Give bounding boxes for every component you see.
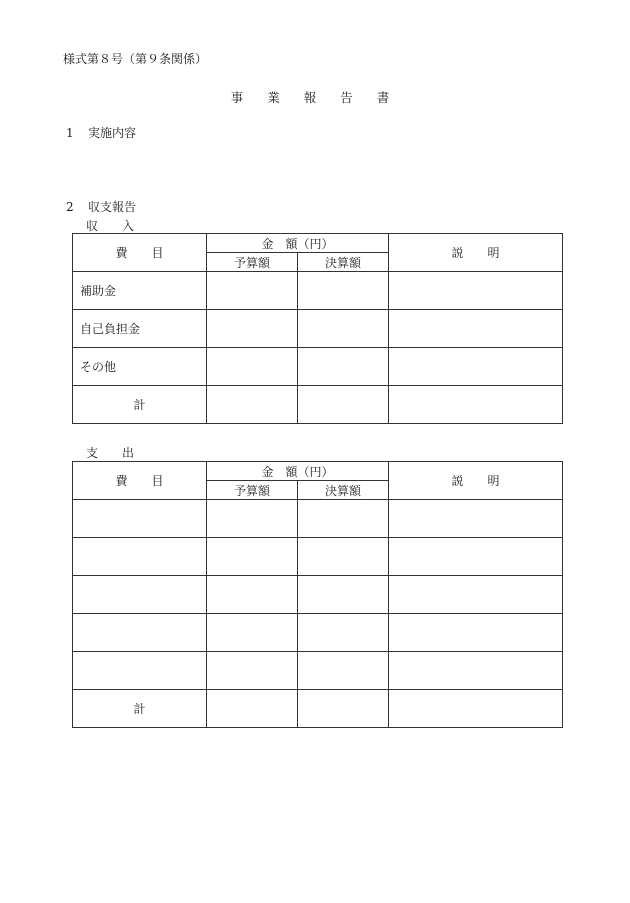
form-number: 様式第８号（第９条関係）	[63, 52, 208, 66]
section-income-expense-report	[66, 198, 136, 215]
table-row	[73, 348, 563, 386]
section-label: 実施内容	[88, 126, 137, 140]
description-cell[interactable]	[389, 614, 563, 652]
expense-table	[72, 461, 563, 728]
table-row	[73, 614, 563, 652]
settlement-cell[interactable]	[298, 310, 389, 348]
table-row	[73, 272, 563, 310]
description-cell[interactable]	[389, 386, 563, 424]
settlement-cell[interactable]	[298, 386, 389, 424]
total-row	[73, 386, 563, 424]
header-description: 説 明	[389, 234, 563, 272]
item-cell[interactable]	[73, 652, 207, 690]
row-item: その他	[73, 348, 207, 386]
settlement-cell[interactable]	[298, 690, 389, 728]
description-cell[interactable]	[389, 348, 563, 386]
description-cell[interactable]	[389, 652, 563, 690]
description-cell[interactable]	[389, 538, 563, 576]
description-cell[interactable]	[389, 690, 563, 728]
settlement-cell[interactable]	[298, 652, 389, 690]
item-cell[interactable]	[73, 538, 207, 576]
budget-cell[interactable]	[207, 576, 298, 614]
description-cell[interactable]	[389, 500, 563, 538]
header-amount: 金 額（円）	[207, 234, 389, 253]
settlement-cell[interactable]	[298, 538, 389, 576]
section-number: 1	[66, 126, 74, 140]
budget-cell[interactable]	[207, 272, 298, 310]
document-title: 事 業 報 告 書	[230, 90, 400, 105]
budget-cell[interactable]	[207, 614, 298, 652]
budget-cell[interactable]	[207, 348, 298, 386]
table-row	[73, 500, 563, 538]
header-amount: 金 額（円）	[207, 462, 389, 481]
table-row	[73, 576, 563, 614]
income-label: 収 入	[86, 219, 141, 233]
section-label: 収支報告	[88, 200, 137, 214]
budget-cell[interactable]	[207, 500, 298, 538]
budget-cell[interactable]	[207, 310, 298, 348]
total-label: 計	[73, 386, 207, 424]
table-row	[73, 652, 563, 690]
budget-cell[interactable]	[207, 690, 298, 728]
income-table	[72, 233, 563, 424]
settlement-cell[interactable]	[298, 576, 389, 614]
expense-label: 支 出	[86, 446, 141, 460]
settlement-cell[interactable]	[298, 348, 389, 386]
item-cell[interactable]	[73, 614, 207, 652]
description-cell[interactable]	[389, 310, 563, 348]
header-description: 説 明	[389, 462, 563, 500]
header-item: 費 目	[73, 234, 207, 272]
table-row	[73, 538, 563, 576]
header-settlement: 決算額	[298, 253, 389, 272]
section-implementation	[66, 124, 136, 141]
table-row	[73, 310, 563, 348]
header-budget: 予算額	[207, 253, 298, 272]
settlement-cell[interactable]	[298, 272, 389, 310]
settlement-cell[interactable]	[298, 614, 389, 652]
header-item: 費 目	[73, 462, 207, 500]
description-cell[interactable]	[389, 576, 563, 614]
row-item: 自己負担金	[73, 310, 207, 348]
settlement-cell[interactable]	[298, 500, 389, 538]
row-item: 補助金	[73, 272, 207, 310]
total-row	[73, 690, 563, 728]
item-cell[interactable]	[73, 576, 207, 614]
section-number: 2	[66, 200, 74, 214]
header-budget: 予算額	[207, 481, 298, 500]
header-settlement: 決算額	[298, 481, 389, 500]
budget-cell[interactable]	[207, 652, 298, 690]
item-cell[interactable]	[73, 500, 207, 538]
total-label: 計	[73, 690, 207, 728]
budget-cell[interactable]	[207, 538, 298, 576]
budget-cell[interactable]	[207, 386, 298, 424]
description-cell[interactable]	[389, 272, 563, 310]
